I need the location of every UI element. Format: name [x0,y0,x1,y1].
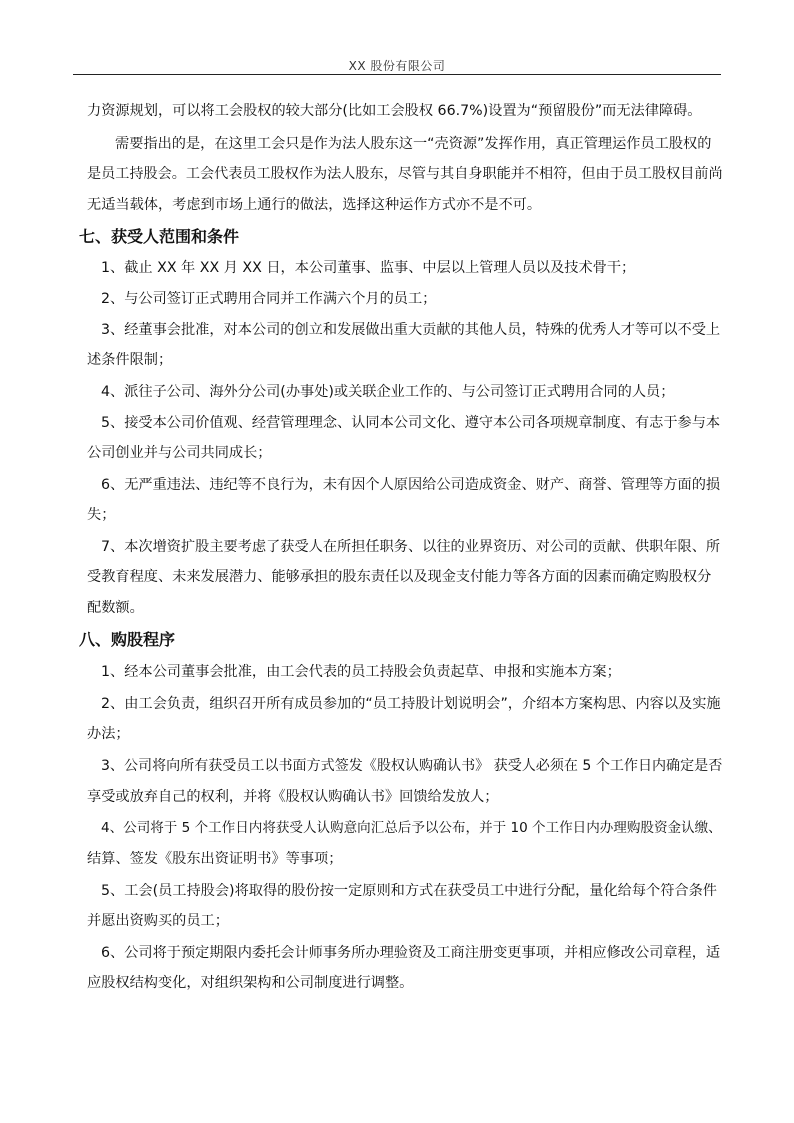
header-divider [73,74,721,75]
list-item-continuation: 失； [87,507,116,523]
list-item: 5、工会(员工持股会)将取得的股份按一定原则和方式在获受员工中进行分配，量化给每个符合条件 [101,883,717,899]
list-item: 1、经本公司董事会批准，由工会代表的员工持股会负责起草、申报和实施本方案； [101,664,621,680]
list-item: 6、公司将于预定期限内委托会计师事务所办理验资及工商注册变更事项，并相应修改公司章程，适 [101,945,721,961]
list-item: 2、由工会负责，组织召开所有成员参加的“员工持股计划说明会”，介绍本方案构思、内容以及实施 [101,696,721,712]
paragraph-line: 无适当载体，考虑到市场上通行的做法，选择这种运作方式亦不是不可。 [87,197,542,213]
paragraph-line: 力资源规划，可以将工会股权的较大部分(比如工会股权 66.7%)设置为“预留股份”而无法律障碍。 [87,103,702,119]
section-heading-7: 七、获受人范围和条件 [79,227,240,246]
header-company-name: XX 股份有限公司 [348,59,446,73]
list-item: 5、接受本公司价值观、经营管理理念、认同本公司文化、遵守本公司各项规章制度、有志于参与本 [101,415,721,431]
list-item: 1、截止 XX 年 XX 月 XX 日，本公司董事、监事、中层以上管理人员以及技术骨干； [101,260,636,276]
list-item: 3、公司将向所有获受员工以书面方式签发《股权认购确认书》 获受人必须在 5 个工作日内确定是否 [101,758,723,774]
paragraph-line: 需要指出的是，在这里工会只是作为法人股东这一“壳资源”发挥作用，真正管理运作员工股权的 [115,136,712,152]
list-item-continuation: 办法； [87,726,130,742]
list-item: 4、公司将于 5 个工作日内将获受人认购意向汇总后予以公布，并于 10 个工作日内办理购股资金认缴、 [101,820,722,836]
list-item-continuation: 受教育程度、未来发展潜力、能够承担的股东责任以及现金支付能力等各方面的因素而确定购股权分 [87,569,712,585]
list-item-continuation: 并愿出资购买的员工； [87,913,229,929]
list-item-continuation: 公司创业并与公司共同成长； [87,445,272,461]
section-heading-8: 八、购股程序 [79,630,176,649]
list-item-continuation: 应股权结构变化，对组织架构和公司制度进行调整。 [87,975,414,991]
list-item: 7、本次增资扩股主要考虑了获受人在所担任职务、以往的业界资历、对公司的贡献、供职年限、所 [101,539,721,555]
list-item: 6、无严重违法、违纪等不良行为，未有因个人原因给公司造成资金、财产、商誉、管理等方面的损 [101,477,721,493]
list-item-continuation: 述条件限制； [87,352,173,368]
list-item: 3、经董事会批准，对本公司的创立和发展做出重大贡献的其他人员，特殊的优秀人才等可以不受上 [101,322,721,338]
list-item: 2、与公司签订正式聘用合同并工作满六个月的员工； [101,291,437,307]
list-item-continuation: 享受或放弃自己的权利，并将《股权认购确认书》回馈给发放人； [87,789,499,805]
list-item-continuation: 结算、签发《股东出资证明书》等事项； [87,851,343,867]
list-item: 4、派往子公司、海外分公司(办事处)或关联企业工作的、与公司签订正式聘用合同的人员； [101,384,675,400]
paragraph-line: 是员工持股会。工会代表员工股权作为法人股东，尽管与其自身职能并不相符，但由于员工股权目前尚 [87,166,723,182]
list-item-continuation: 配数额。 [87,600,144,616]
